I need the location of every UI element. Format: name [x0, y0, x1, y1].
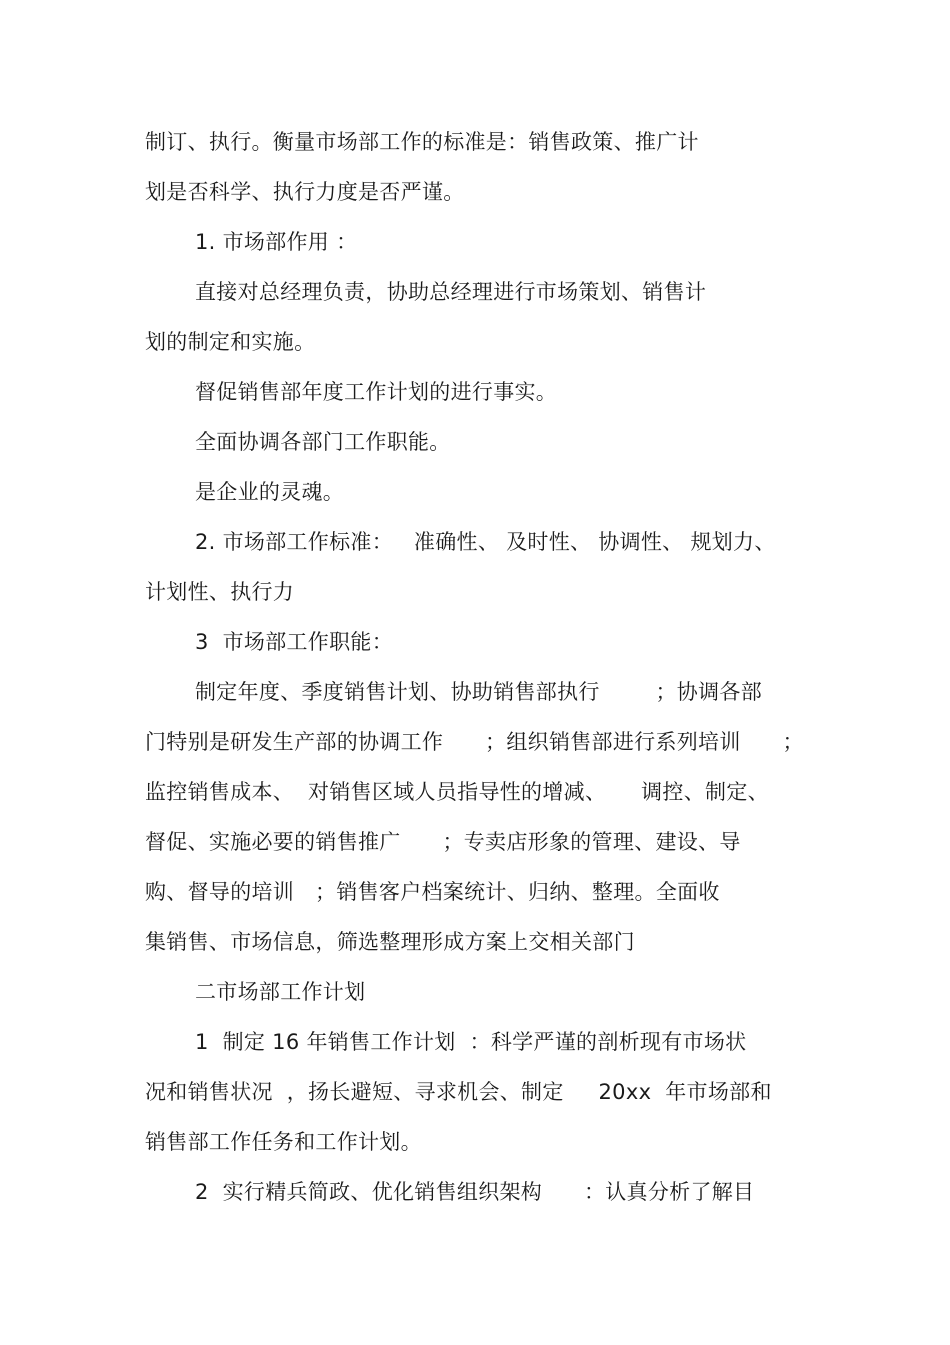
text-line: 督促销售部年度工作计划的进行事实。 [195, 380, 558, 404]
text-line: 况和销售状况 ，扬长避短、寻求机会、制定 20xx 年市场部和 [145, 1080, 772, 1104]
text-line: 2 实行精兵简政、优化销售组织架构 ：认真分析了解目 [195, 1180, 755, 1204]
text-line: 销售部工作任务和工作计划。 [145, 1130, 422, 1154]
text-line: 划的制定和实施。 [145, 330, 316, 354]
section-heading: 二市场部工作计划 [195, 980, 366, 1004]
text-line: 直接对总经理负责，协助总经理进行市场策划、销售计 [195, 280, 707, 304]
text-line: 划是否科学、执行力度是否严谨。 [145, 180, 465, 204]
text-line: 是企业的灵魂。 [195, 480, 345, 504]
section-heading: 2. 市场部工作标准： 准确性、 及时性、 协调性、 规划力、 [195, 530, 776, 554]
text-line: 全面协调各部门工作职能。 [195, 430, 451, 454]
text-line: 制订、执行。衡量市场部工作的标准是：销售政策、推广计 [145, 130, 699, 154]
text-line: 购、督导的培训 ；销售客户档案统计、归纳、整理。全面收 [145, 880, 720, 904]
section-heading: 3 市场部工作职能： [195, 630, 394, 654]
text-line: 门特别是研发生产部的协调工作 ；组织销售部进行系列培训 ； [145, 730, 804, 754]
text-line: 监控销售成本、 对销售区域人员指导性的增减、 调控、制定、 [145, 780, 769, 804]
text-line: 集销售、市场信息，筛选整理形成方案上交相关部门 [145, 930, 635, 954]
text-line: 督促、实施必要的销售推广 ；专卖店形象的管理、建设、导 [145, 830, 741, 854]
text-line: 1 制定 16 年销售工作计划 ：科学严谨的剖析现有市场状 [195, 1030, 747, 1054]
text-line: 制定年度、季度销售计划、协助销售部执行 ；协调各部 [195, 680, 762, 704]
section-heading: 1. 市场部作用 ： [195, 230, 358, 254]
text-line: 计划性、执行力 [145, 580, 295, 604]
